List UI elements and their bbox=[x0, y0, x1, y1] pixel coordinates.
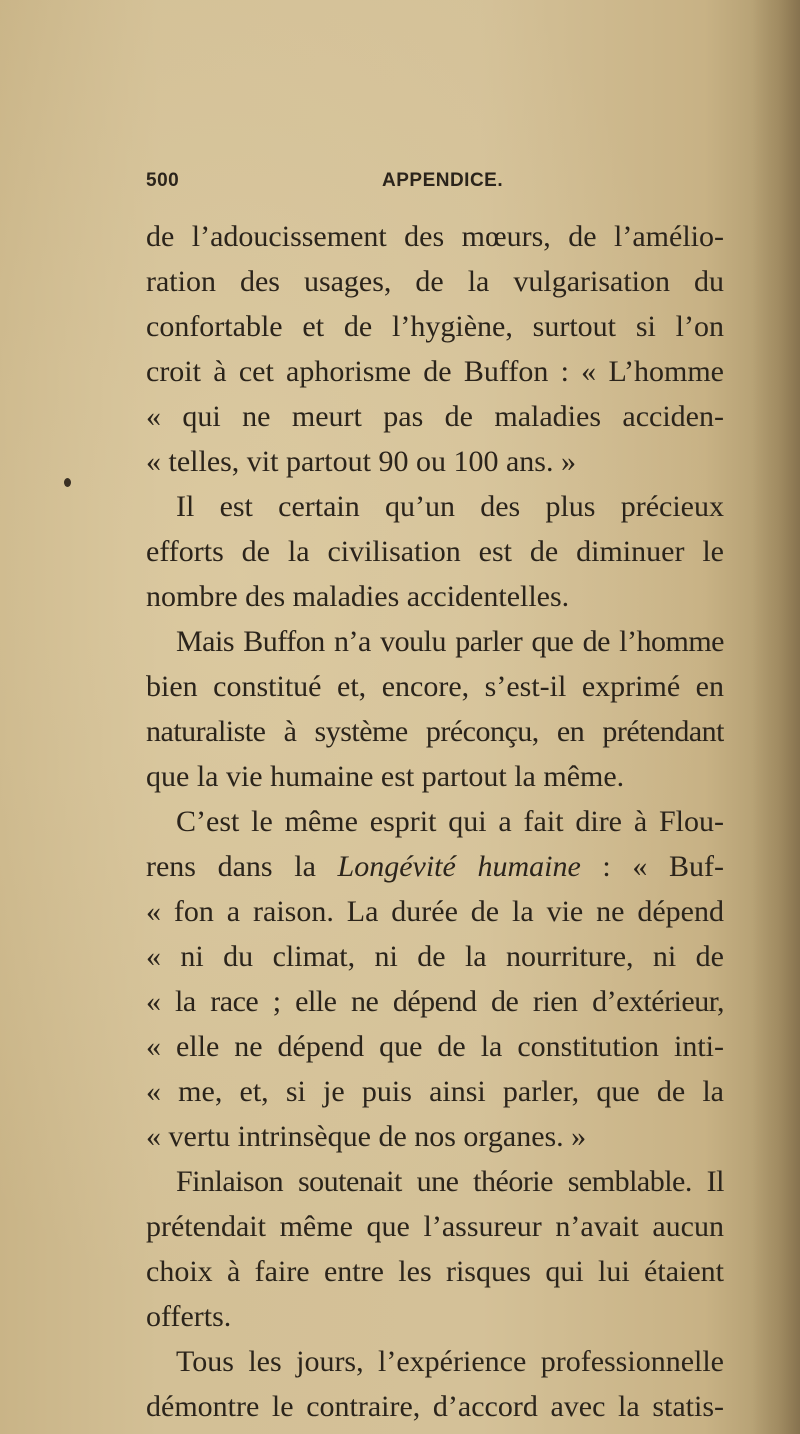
text-line: naturaliste à système préconçu, en prétendant bbox=[146, 715, 724, 748]
text-line: prétendait même que l’assureur n’avait aucun bbox=[146, 1210, 724, 1243]
paragraph-start-line: C’est le même esprit qui a fait dire à Flou- bbox=[176, 805, 724, 838]
text-run: rens dans la bbox=[146, 850, 338, 883]
text-line: « me, et, si je puis ainsi parler, que de la bbox=[146, 1075, 724, 1108]
text-line bbox=[146, 844, 724, 889]
page-edge-shadow bbox=[752, 0, 800, 1434]
text-line: « fon a raison. La durée de la vie ne dépend bbox=[146, 895, 724, 928]
book-title-italic: Longévité humaine bbox=[337, 850, 581, 883]
body-text bbox=[146, 214, 724, 1429]
text-line: bien constitué et, encore, s’est-il exprimé en bbox=[146, 670, 724, 703]
paragraph-start-line: Finlaison soutenait une théorie semblable. Il bbox=[176, 1165, 724, 1198]
text-line: démontre le contraire, d’accord avec la statis- bbox=[146, 1390, 724, 1423]
text-run: : « Buf- bbox=[580, 850, 724, 883]
text-line: ration des usages, de la vulgarisation du bbox=[146, 265, 724, 298]
text-line: de l’adoucissement des mœurs, de l’amélio- bbox=[146, 220, 724, 253]
paragraph-start-line: Tous les jours, l’expérience professionnelle bbox=[176, 1345, 724, 1378]
text-line: « vertu intrinsèque de nos organes. » bbox=[146, 1120, 587, 1153]
text-line: offerts. bbox=[146, 1300, 232, 1333]
ink-speck bbox=[64, 478, 71, 487]
text-line: « elle ne dépend que de la constitution inti- bbox=[146, 1030, 724, 1063]
text-line: « la race ; elle ne dépend de rien d’extérieur, bbox=[146, 985, 724, 1018]
text-line: « ni du climat, ni de la nourriture, ni de bbox=[146, 940, 724, 973]
text-line: nombre des maladies accidentelles. bbox=[146, 580, 570, 613]
paragraph-start-line: Mais Buffon n’a voulu parler que de l’homme bbox=[176, 625, 724, 658]
page-number: 500 bbox=[146, 170, 180, 191]
text-line: croit à cet aphorisme de Buffon : « L’homme bbox=[146, 355, 724, 388]
text-line: « qui ne meurt pas de maladies acciden- bbox=[146, 400, 724, 433]
text-line: choix à faire entre les risques qui lui étaient bbox=[146, 1255, 724, 1288]
text-line: confortable et de l’hygiène, surtout si l’on bbox=[146, 310, 724, 343]
paragraph-start-line: Il est certain qu’un des plus précieux bbox=[176, 490, 724, 523]
page-header bbox=[146, 170, 724, 200]
text-line: « telles, vit partout 90 ou 100 ans. » bbox=[146, 445, 576, 478]
running-head: APPENDICE. bbox=[382, 170, 504, 191]
text-line: efforts de la civilisation est de diminuer le bbox=[146, 535, 724, 568]
text-line: que la vie humaine est partout la même. bbox=[146, 760, 625, 793]
